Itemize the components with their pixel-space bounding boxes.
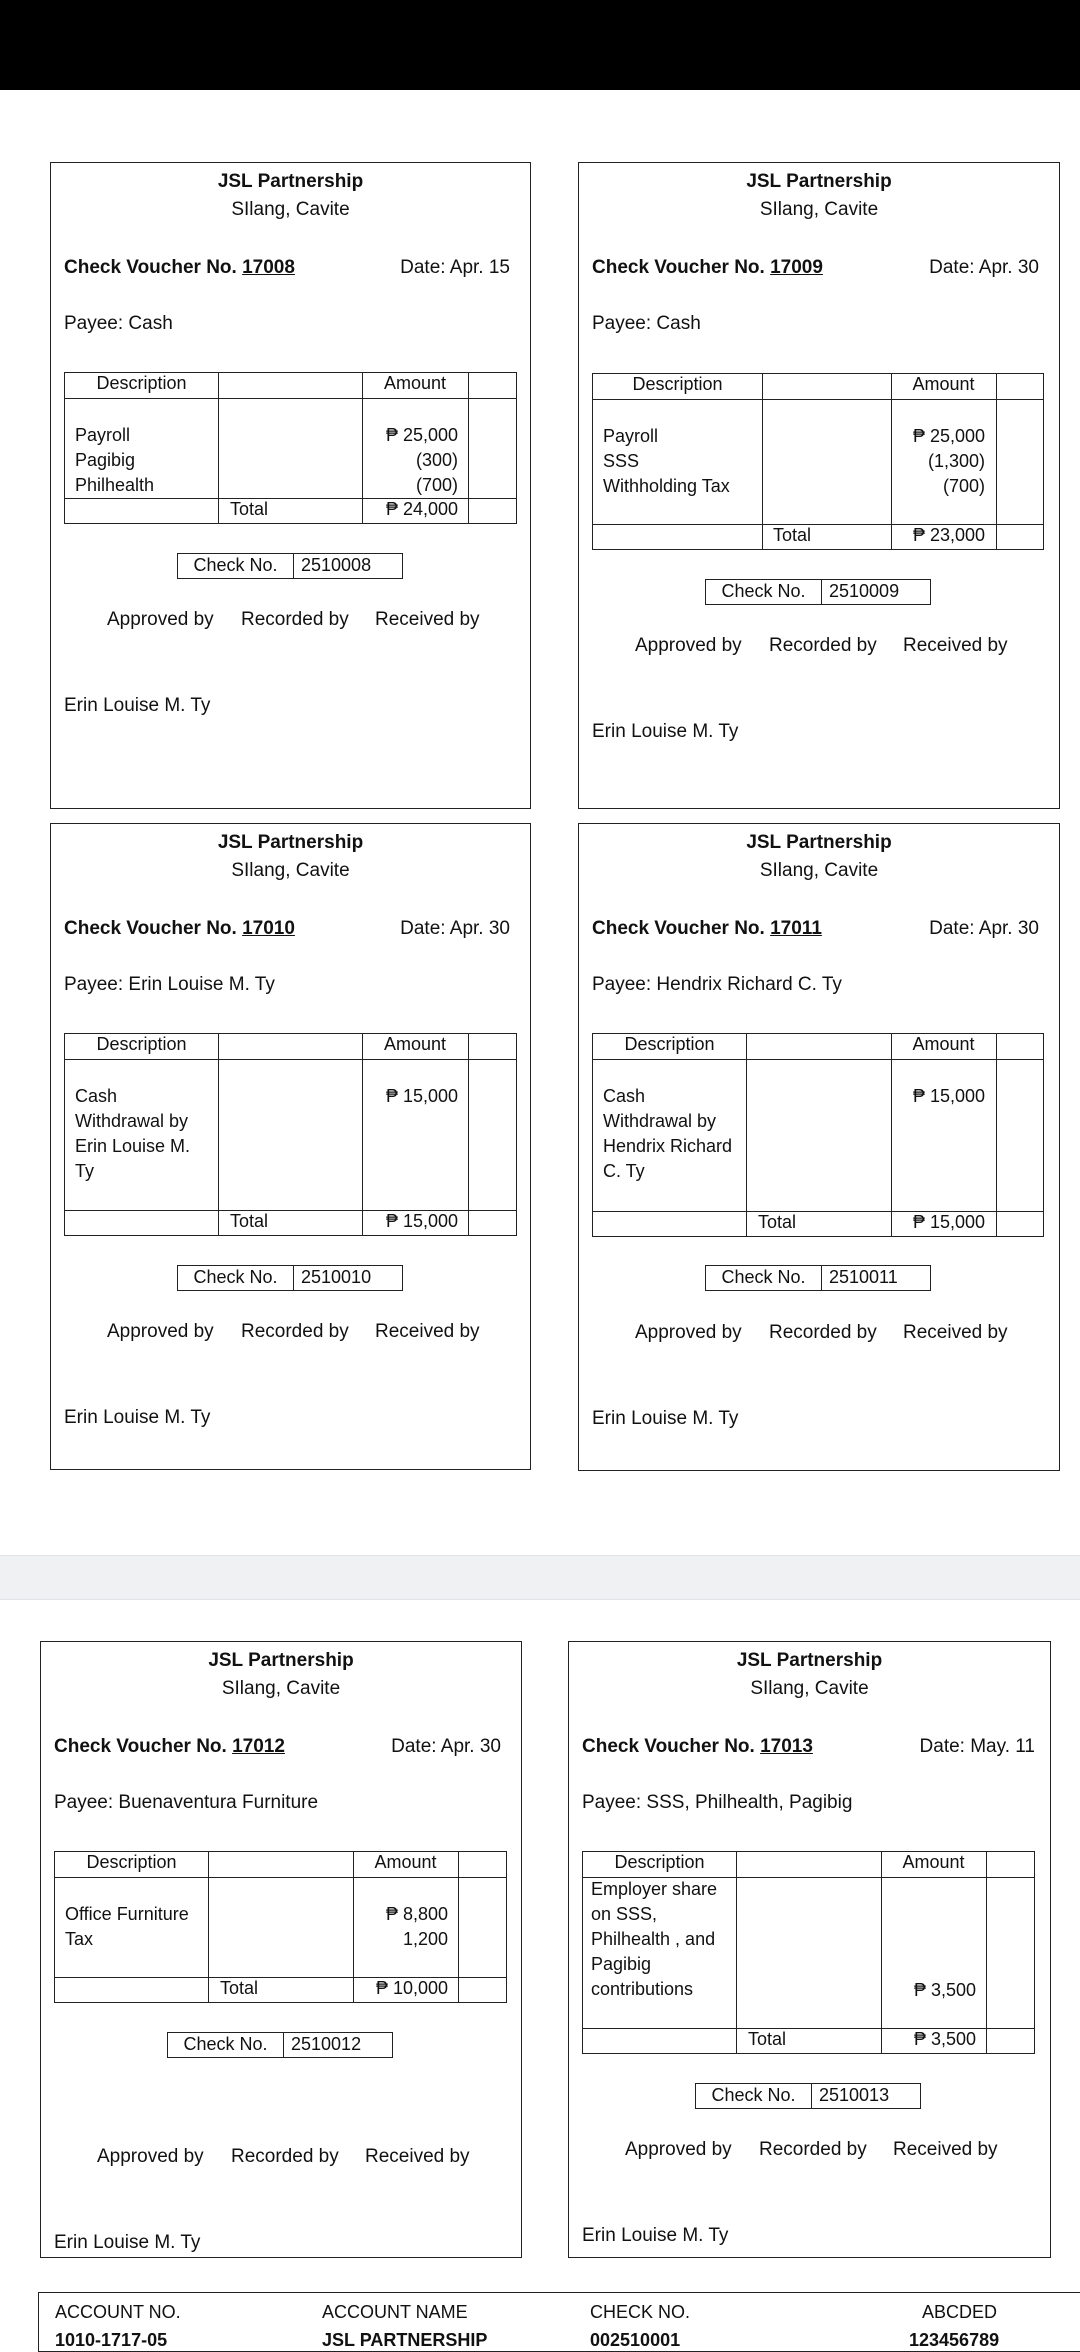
voucher-table [54, 1851, 507, 2003]
line-item-amounts: ₱ 15,000 [912, 1086, 985, 1106]
line-item-descriptions: Cash Withdrawal by Hendrix Richard C. Ty [603, 1086, 733, 1181]
check-number-value: 2510012 [291, 2034, 362, 2054]
description-header: Description [624, 1034, 715, 1054]
extra-label: ABCDED [922, 2302, 998, 2322]
total-amount: ₱ 10,000 [375, 1978, 448, 1998]
approved-by-label: Approved by [107, 609, 214, 630]
check-number-label: Check No. [178, 1266, 294, 1290]
top-black-bar [0, 0, 1080, 90]
check-voucher-17008 [50, 162, 531, 809]
check-voucher-17010 [50, 823, 531, 1470]
recorded-by-label: Recorded by [231, 2146, 339, 2167]
received-by-label: Received by [375, 1321, 480, 1342]
check-number-label: Check No. [178, 554, 294, 578]
total-label: Total [230, 499, 269, 519]
payee: Payee: Buenaventura Furniture [54, 1792, 319, 1813]
extra-value: 123456789 [909, 2330, 1000, 2350]
payee: Payee: Cash [64, 313, 173, 334]
check-number-box [705, 579, 931, 605]
account-no-label: ACCOUNT NO. [55, 2302, 181, 2322]
voucher-date: Date: Apr. 30 [391, 1736, 501, 1757]
company-location: SIlang, Cavite [231, 199, 350, 220]
company-location: SIlang, Cavite [221, 1678, 341, 1699]
total-label: Total [230, 1211, 269, 1231]
company-name: JSL Partnership [746, 171, 892, 192]
check-number-value: 2510008 [301, 555, 372, 575]
total-amount: ₱ 15,000 [385, 1211, 458, 1231]
voucher-date: Date: May. 11 [919, 1736, 1035, 1757]
total-amount: ₱ 24,000 [385, 499, 458, 519]
check-number-box [695, 2083, 921, 2109]
check-voucher-number: Check Voucher No. 17009 [592, 257, 823, 278]
check-number-value: 2510009 [829, 581, 900, 601]
approved-by-label: Approved by [107, 1321, 214, 1342]
approved-by-label: Approved by [625, 2139, 732, 2160]
check-number-box [167, 2032, 393, 2058]
check-number-value: 2510010 [301, 1267, 372, 1287]
check-no-value: 002510001 [590, 2330, 681, 2350]
received-by-label: Received by [903, 635, 1008, 656]
company-name: JSL Partnership [736, 1650, 883, 1671]
payee: Payee: Hendrix Richard C. Ty [592, 974, 842, 995]
account-name-label: ACCOUNT NAME [322, 2302, 468, 2322]
amount-header: Amount [374, 1852, 437, 1872]
account-no-value: 1010-1717-05 [55, 2330, 168, 2350]
voucher-table [64, 372, 517, 524]
line-item-descriptions: Employer share on SSS, Philhealth , and Pagibig contributions [591, 1879, 718, 1999]
received-by-label: Received by [893, 2139, 998, 2160]
description-header: Description [632, 374, 723, 394]
description-header: Description [96, 1034, 187, 1054]
description-header: Description [96, 373, 187, 393]
check-voucher-number: Check Voucher No. 17011 [592, 918, 822, 939]
preparer-name: Erin Louise M. Ty [582, 2225, 729, 2246]
voucher-date: Date: Apr. 15 [400, 257, 510, 278]
total-label: Total [220, 1978, 259, 1998]
company-name: JSL Partnership [217, 832, 364, 853]
line-item-descriptions: Cash Withdrawal by Erin Louise M. Ty [75, 1086, 191, 1181]
recorded-by-label: Recorded by [769, 635, 877, 656]
check-voucher-number: Check Voucher No. 17008 [64, 257, 295, 278]
preparer-name: Erin Louise M. Ty [64, 695, 211, 716]
total-amount: ₱ 3,500 [913, 2029, 976, 2049]
check-voucher-17011 [578, 823, 1060, 1471]
check-number-label: Check No. [696, 2084, 812, 2108]
total-amount: ₱ 23,000 [912, 525, 985, 545]
approved-by-label: Approved by [97, 2146, 204, 2167]
approved-by-label: Approved by [635, 635, 742, 656]
preparer-name: Erin Louise M. Ty [592, 721, 739, 742]
check-number-label: Check No. [706, 1266, 822, 1290]
recorded-by-label: Recorded by [241, 1321, 349, 1342]
check-number-value: 2510011 [829, 1267, 898, 1287]
line-item-descriptions: Office Furniture Tax [65, 1904, 189, 1949]
voucher-date: Date: Apr. 30 [400, 918, 510, 939]
amount-header: Amount [902, 1852, 965, 1872]
line-item-amounts: ₱ 25,000 (1,300) (700) [912, 426, 985, 496]
payee: Payee: Cash [592, 313, 701, 334]
check-number-box [705, 1265, 931, 1291]
received-by-label: Received by [375, 609, 480, 630]
voucher-date: Date: Apr. 30 [929, 918, 1039, 939]
preparer-name: Erin Louise M. Ty [54, 2232, 201, 2253]
description-header: Description [86, 1852, 177, 1872]
total-label: Total [758, 1212, 797, 1232]
line-item-amounts: ₱ 25,000 (300) (700) [385, 425, 458, 495]
description-header: Description [614, 1852, 705, 1872]
company-location: SIlang, Cavite [759, 860, 879, 881]
recorded-by-label: Recorded by [241, 609, 349, 630]
line-item-amounts: ₱ 3,500 [913, 1980, 976, 2000]
voucher-table [64, 1033, 517, 1236]
page-separator [0, 1555, 1080, 1600]
preparer-name: Erin Louise M. Ty [64, 1407, 211, 1428]
total-amount: ₱ 15,000 [912, 1212, 985, 1232]
check-number-box [177, 1265, 403, 1291]
check-voucher-number: Check Voucher No. 17012 [54, 1736, 285, 1757]
check-voucher-17009 [578, 162, 1060, 809]
line-item-descriptions: Payroll Pagibig Philhealth [75, 425, 155, 495]
line-item-amounts: ₱ 8,800 1,200 [385, 1904, 448, 1949]
voucher-table [592, 1033, 1044, 1237]
received-by-label: Received by [903, 1322, 1008, 1343]
line-item-descriptions: Payroll SSS Withholding Tax [603, 426, 730, 496]
voucher-table [592, 373, 1044, 550]
line-item-amounts: ₱ 15,000 [385, 1086, 458, 1106]
check-number-box [177, 553, 403, 579]
recorded-by-label: Recorded by [759, 2139, 867, 2160]
company-location: SIlang, Cavite [750, 1678, 869, 1699]
check-number-value: 2510013 [819, 2085, 890, 2105]
amount-header: Amount [383, 373, 447, 393]
payee: Payee: SSS, Philhealth, Pagibig [582, 1792, 853, 1813]
check-no-label: CHECK NO. [590, 2302, 691, 2322]
preparer-name: Erin Louise M. Ty [592, 1408, 739, 1429]
amount-header: Amount [912, 374, 975, 394]
account-info-box [38, 2292, 1080, 2352]
company-location: SIlang, Cavite [759, 199, 879, 220]
payee: Payee: Erin Louise M. Ty [64, 974, 275, 995]
approved-by-label: Approved by [635, 1322, 742, 1343]
recorded-by-label: Recorded by [769, 1322, 877, 1343]
company-name: JSL Partnership [208, 1650, 354, 1671]
total-label: Total [773, 525, 812, 545]
company-location: SIlang, Cavite [231, 860, 350, 881]
total-label: Total [748, 2029, 787, 2049]
check-number-label: Check No. [168, 2033, 284, 2057]
voucher-date: Date: Apr. 30 [929, 257, 1039, 278]
amount-header: Amount [912, 1034, 975, 1054]
check-number-label: Check No. [706, 580, 822, 604]
account-name-value: JSL PARTNERSHIP [322, 2330, 488, 2350]
amount-header: Amount [383, 1034, 447, 1054]
company-name: JSL Partnership [217, 171, 364, 192]
check-voucher-number: Check Voucher No. 17010 [64, 918, 295, 939]
check-voucher-17013 [568, 1641, 1051, 2258]
company-name: JSL Partnership [746, 832, 892, 853]
check-voucher-17012 [40, 1641, 522, 2258]
check-voucher-number: Check Voucher No. 17013 [582, 1736, 813, 1757]
voucher-table [582, 1851, 1035, 2054]
received-by-label: Received by [365, 2146, 470, 2167]
